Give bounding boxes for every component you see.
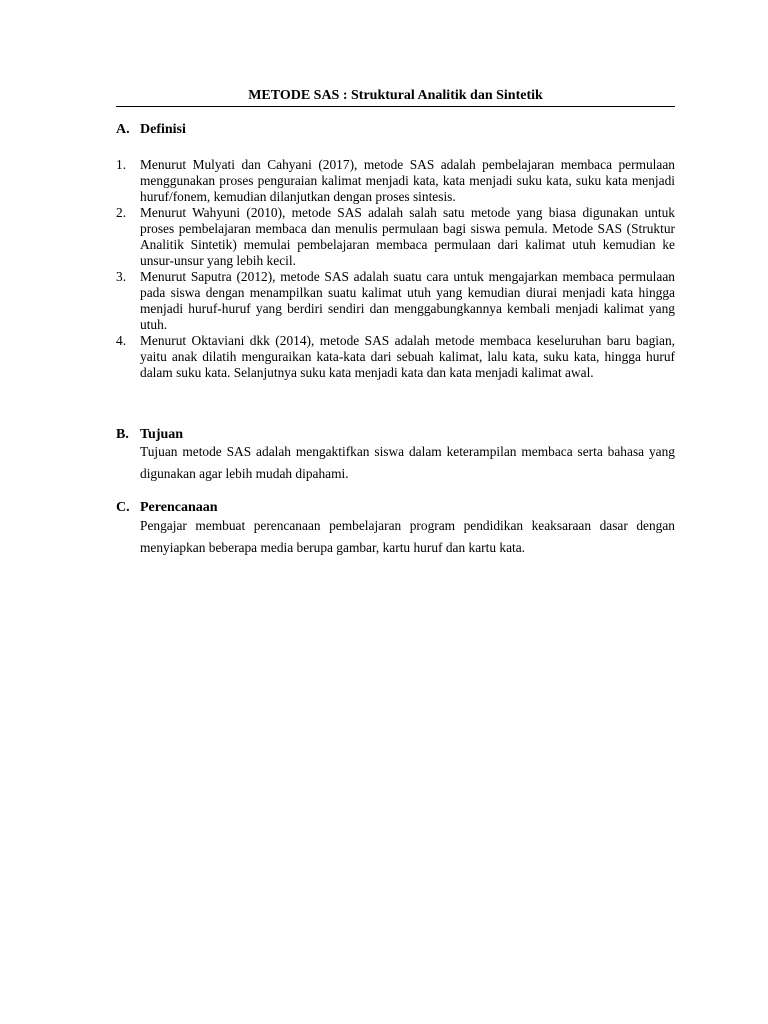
section-b-paragraph: Tujuan metode SAS adalah mengaktifkan siswa dalam keterampilan membaca serta bahasa yang digunakan agar lebih mudah dipahami.: [140, 444, 675, 481]
list-item: [116, 269, 675, 333]
title-underline: [116, 106, 675, 107]
list-item: [116, 205, 675, 269]
list-item: [116, 157, 675, 205]
section-c-letter: C.: [116, 500, 130, 515]
definition-list: [116, 157, 675, 381]
list-item-text: Menurut Saputra (2012), metode SAS adalah suatu cara untuk mengajarkan membaca permulaan pada siswa dengan menampilkan suatu kalimat utuh yang kemudian diurai menjadi kata hingga menjadi huruf-huruf yang berdiri sendiri dan menggabungkannya kembali menjadi kalimat yang utuh.: [140, 269, 675, 332]
section-b-title: Tujuan: [140, 427, 184, 442]
list-item-number: 2.: [116, 205, 127, 220]
list-item: [116, 333, 675, 381]
section-a-letter: A.: [116, 122, 130, 137]
list-item-text: Menurut Oktaviani dkk (2014), metode SAS adalah metode membaca keseluruhan baru bagian, yaitu anak dilatih menguraikan kata-kata dari sebuah kalimat, lalu kata, suku kata, hingga huruf dalam suku kata. Selanjutnya suku kata menjadi kata dan kata menjadi kalimat awal.: [140, 333, 675, 380]
section-c-title: Perencanaan: [140, 500, 218, 515]
section-a-title: Definisi: [140, 122, 186, 137]
list-item-text: Menurut Mulyati dan Cahyani (2017), metode SAS adalah pembelajaran membaca permulaan menggunakan proses penguraian kalimat menjadi kata, kata menjadi suku kata, suku kata menjadi huruf/fonem, kemudian dilanjutkan dengan proses sintesis.: [140, 157, 675, 204]
list-item-number: 1.: [116, 157, 127, 172]
section-c-paragraph: Pengajar membuat perencanaan pembelajaran program pendidikan keaksaraan dasar dengan menyiapkan beberapa media berupa gambar, kartu huruf dan kartu kata.: [140, 518, 675, 555]
list-item-number: 4.: [116, 333, 127, 348]
section-a-heading: [116, 121, 186, 139]
list-item-number: 3.: [116, 269, 127, 284]
list-item-text: Menurut Wahyuni (2010), metode SAS adalah salah satu metode yang biasa digunakan untuk proses pembelajaran membaca dan menulis permulaan bagi siswa pemula. Metode SAS (Struktur Analitik Sintetik) memulai pembelajaran membaca permulaan dari kalimat utuh kemudian ke unsur-unsur yang lebih kecil.: [140, 205, 675, 268]
section-b-letter: B.: [116, 427, 129, 442]
page-title: METODE SAS : Struktural Analitik dan Sintetik: [248, 88, 543, 103]
